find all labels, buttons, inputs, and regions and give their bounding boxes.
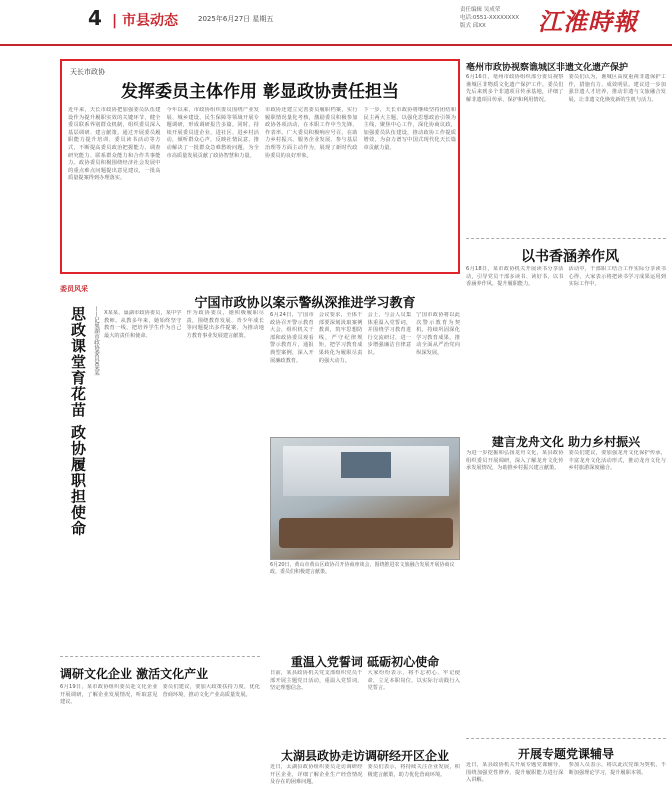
party-col-1: 日前，某县政协机关党支部组织党员干部开展主题党日活动，重温入党誓词，坚定理想信念。 <box>270 670 363 692</box>
profile-subtitle: ——记巢湖市政协委员X某某 <box>93 306 99 376</box>
meta-line: 电话:0551-XXXXXXXX <box>460 15 519 21</box>
sidebar-body <box>466 74 666 224</box>
wetland-headline: 太湖县政协走访调研经开区企业 <box>280 749 449 763</box>
culture-col-1: 6月18日，某市政协机关开展读书分享活动，引导党员干部多读书、读好书，以书香涵养作风，提升履职能力。 <box>466 266 564 288</box>
mid-col-3: 会上，与会人员集体重温入党誓词，并围绕学习教育进行交流研讨，进一步增强廉洁自律意识。 <box>367 312 412 356</box>
culture-body <box>466 266 666 426</box>
party-body <box>270 670 460 740</box>
culture-col-2: 活动中，干部职工结合工作实际分享读书心得，大家表示将把读书学习成果运用到实际工作中。 <box>568 266 666 288</box>
mid-col-1: 6月24日，宁国市政协召开警示教育大会，组织机关干部和政协委员观看警示教育片，通报典型案例，深入开展廉政教育。 <box>270 312 314 364</box>
mid-col-4: 宁国市政协将以此次警示教育为契机，持续巩固深化学习教育成果，推动全面从严治党向纵深发展。 <box>416 312 460 356</box>
counsel-headline: 开展专题党课辅导 <box>517 747 614 761</box>
editor-meta <box>460 6 519 30</box>
photo-screen <box>341 452 391 478</box>
lead-col-1: 近年来，天长市政协把加强委员队伍建设作为提升履职实效的关键环节，健全委员联系界别群众机制，组织委员深入基层调研、建言献策。通过开展委员履职能力提升培训、委员读书活动等方式，不断提高委员政治把握能力、调查研究能力、联系群众能力和合作共事能力。政协委员积极围绕经济社会发展中的重点难点问题提出意见建议，一批高质量提案得到办理落实。 <box>68 107 161 182</box>
newspaper-logo: 江淮時報 <box>538 7 638 36</box>
counsel-col-1: 近日，某县政协机关开展专题党课辅导，围绕加强党性修养、提升履职能力进行深入讲解。 <box>466 762 564 784</box>
innov-headline: 建言龙舟文化 助力乡村振兴 <box>491 435 641 449</box>
divider <box>60 656 260 657</box>
profile-body <box>104 310 264 650</box>
sidebar-headline: 亳州市政协视察谯城区非遗文化遗产保护 <box>466 63 629 73</box>
photo-caption: 6月20日，黄山市黄山区政协召开协商座谈会，围绕推进农文旅融合发展开展协商议政，委员们积极建言献策。 <box>270 562 455 575</box>
section-name: | 市县动态 <box>112 13 178 29</box>
innov-col-1: 为进一步挖掘和弘扬龙舟文化，某县政协组织委员开展调研，深入了解龙舟文化传承发展情况，为助推乡村振兴建言献策。 <box>466 450 564 472</box>
lead-body <box>68 107 456 269</box>
lead-col-2: 今年以来，市政协组织委员围绕产业发展、城乡建设、民生保障等领域开展专题调研，形成调研报告多篇。同时，持续开展委员进企业、进社区、进乡村活动，倾听群众心声，反映社情民意，推动解决了一批群众急难愁盼问题，为全市高质量发展贡献了政协智慧和力量。 <box>166 107 259 159</box>
lead-article <box>60 59 460 274</box>
divider <box>466 738 666 739</box>
survey-col-2: 委员们建议，要加大政策扶持力度，优化营商环境，推动文化产业高质量发展。 <box>162 684 260 698</box>
lead-col-3: 市政协还建立完善委员履职档案，实行履职情况量化考核，激励委员积极参加政协各项活动，在本职工作中当先锋、作表率。广大委员积极响应号召，在助力乡村振兴、服务企业发展、参与基层治理等方面主动作为，展现了新时代政协委员的良好形象。 <box>265 107 358 159</box>
lead-kicker: 天长市政协 <box>70 68 105 76</box>
divider <box>466 238 666 239</box>
sidebar-col-2: 委员们认为，谯城区高度重视非遗保护工作，措施有力、成效明显。建议进一步加强非遗人才培养，推动非遗与文旅融合发展，让非遗文化焕发新的生机与活力。 <box>568 74 666 103</box>
counsel-body <box>466 762 666 792</box>
profile-col-1: X某某，巢湖市政协委员，某中学教师。从教多年来，她始终坚守教育一线，把培养学生作为自己最大的责任和使命。 <box>104 310 182 339</box>
wetland-col-2: 委员们表示，将持续关注企业发展，积极建言献策，助力优化营商环境。 <box>367 764 460 778</box>
mid-col-2: 会议要求，全体干部要深刻汲取案例教训，筑牢思想防线，严守纪律规矩，把学习教育成果转化为履职尽责的强大动力。 <box>318 312 363 364</box>
innov-col-2: 委员们建议，要加强龙舟文化保护传承，丰富龙舟文化活动形式，推动龙舟文化与乡村旅游深度融合。 <box>568 450 666 472</box>
wetland-col-1: 近日，太湖县政协组织委员走访调研经开区企业，详细了解企业生产经营情况及存在的困难问题。 <box>270 764 363 786</box>
issue-date: 2025年6月27日 星期五 <box>198 15 274 23</box>
section-band <box>60 284 460 292</box>
meta-line: 版式 邱XX <box>460 23 486 29</box>
meeting-photo <box>270 437 460 560</box>
party-col-2: 大家纷纷表示，将不忘初心、牢记使命，立足本职岗位，以实际行动践行入党誓言。 <box>367 670 460 692</box>
culture-headline: 以书香涵养作风 <box>521 249 619 265</box>
survey-headline: 调研文化企业 激活文化产业 <box>60 667 209 681</box>
survey-col-1: 6月19日，某市政协组织委员赴文化企业开展调研，了解企业发展情况，听取意见建议。 <box>60 684 158 706</box>
innov-body <box>466 450 666 630</box>
mid-body <box>270 312 460 432</box>
meta-line: 责任编辑 吴成荣 <box>460 7 501 13</box>
photo-table <box>279 518 453 548</box>
survey-body <box>60 684 260 789</box>
mid-headline: 宁国市政协以案示警纵深推进学习教育 <box>194 296 416 311</box>
party-headline: 重温入党誓词 砥砺初心使命 <box>290 655 440 669</box>
lead-col-4: 下一步，天长市政协将继续坚持团结和民主两大主题，以强化思想政治引领为主线，聚焦中心工作，深化协商议政，加强委员队伍建设，推动政协工作提质增效，为奋力谱写中国式现代化天长篇章贡献力量。 <box>363 107 456 151</box>
sidebar-col-1: 6月16日，亳州市政协组织部分委员视察谯城区非物质文化遗产保护工作。委员们先后来到多个非遗项目传承基地，详细了解非遗项目传承、保护和利用情况。 <box>466 74 564 103</box>
wetland-body <box>270 764 460 792</box>
section-tag: 委员风采 <box>60 285 88 293</box>
counsel-col-2: 参加人员表示，将以此次党课为契机，不断加强理论学习，提升履职本领。 <box>568 762 666 776</box>
profile-title: 思政课堂育花苗 政协履职担使命 <box>69 306 87 537</box>
profile-col-2: 作为政协委员，她积极履职尽责，围绕教育发展、青少年成长等问题提出多件提案，为推动地方教育事业发展建言献策。 <box>186 310 264 339</box>
page-number: 4 <box>88 6 102 30</box>
lead-headline: 发挥委员主体作用 彰显政协责任担当 <box>121 82 399 102</box>
masthead <box>0 0 672 46</box>
